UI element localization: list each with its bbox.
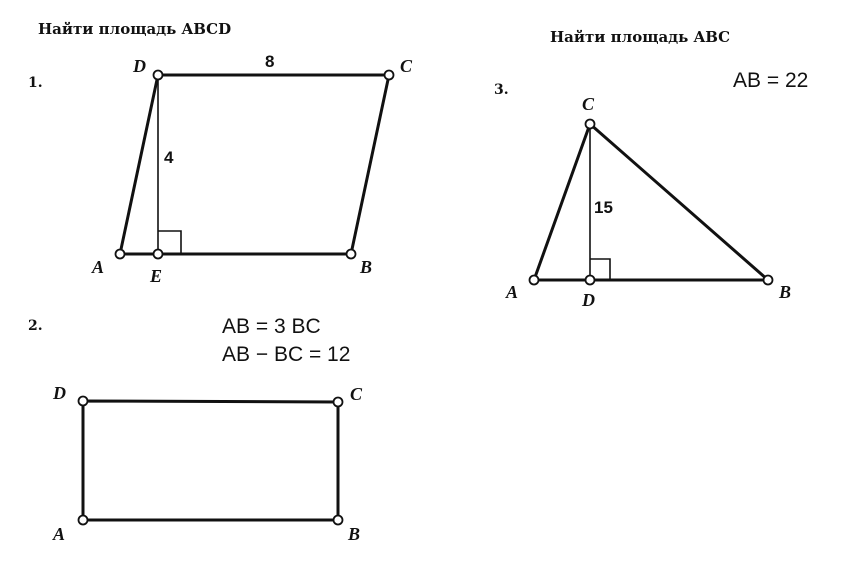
label-b: B bbox=[348, 524, 361, 544]
label-c: C bbox=[582, 94, 595, 114]
height-de-length: 4 bbox=[164, 148, 174, 167]
problem-1 bbox=[28, 52, 413, 286]
parallelogram-abcd bbox=[120, 75, 389, 254]
rectangle-abcd bbox=[83, 401, 338, 520]
vertex-a bbox=[530, 276, 539, 285]
label-a: A bbox=[53, 524, 66, 544]
label-b: B bbox=[360, 257, 373, 277]
label-b: B bbox=[779, 282, 792, 302]
condition-ab-3bc: AB = 3 BC bbox=[222, 315, 321, 338]
label-d: D bbox=[53, 383, 66, 403]
vertex-a bbox=[79, 516, 88, 525]
triangle-abc bbox=[534, 124, 768, 280]
vertex-d bbox=[79, 397, 88, 406]
condition-ab-minus-bc: AB − BC = 12 bbox=[222, 343, 351, 366]
vertex-a bbox=[116, 250, 125, 259]
vertex-d bbox=[586, 276, 595, 285]
title-find-area-abcd: Найти площадь ABCD bbox=[38, 20, 232, 38]
vertex-d bbox=[154, 71, 163, 80]
condition-ab-22: AB = 22 bbox=[733, 69, 809, 92]
label-a: A bbox=[92, 257, 105, 277]
title-find-area-abc: Найти площадь ABC bbox=[550, 28, 731, 46]
problem-2 bbox=[28, 315, 363, 544]
label-d: D bbox=[582, 290, 595, 310]
vertex-c bbox=[385, 71, 394, 80]
label-d: D bbox=[133, 56, 146, 76]
problem-3-number: 3. bbox=[494, 82, 509, 98]
vertex-c bbox=[586, 120, 595, 129]
height-cd-length: 15 bbox=[594, 198, 613, 217]
problem-1-number: 1. bbox=[28, 75, 43, 91]
vertex-b bbox=[764, 276, 773, 285]
problem-2-number: 2. bbox=[28, 318, 43, 334]
label-c: C bbox=[350, 384, 363, 404]
vertex-b bbox=[334, 516, 343, 525]
label-c: C bbox=[400, 56, 413, 76]
vertex-c bbox=[334, 398, 343, 407]
label-a: A bbox=[506, 282, 519, 302]
label-e: E bbox=[150, 266, 163, 286]
side-dc-length: 8 bbox=[265, 52, 275, 71]
problem-3 bbox=[494, 69, 808, 310]
vertex-e bbox=[154, 250, 163, 259]
vertex-b bbox=[347, 250, 356, 259]
